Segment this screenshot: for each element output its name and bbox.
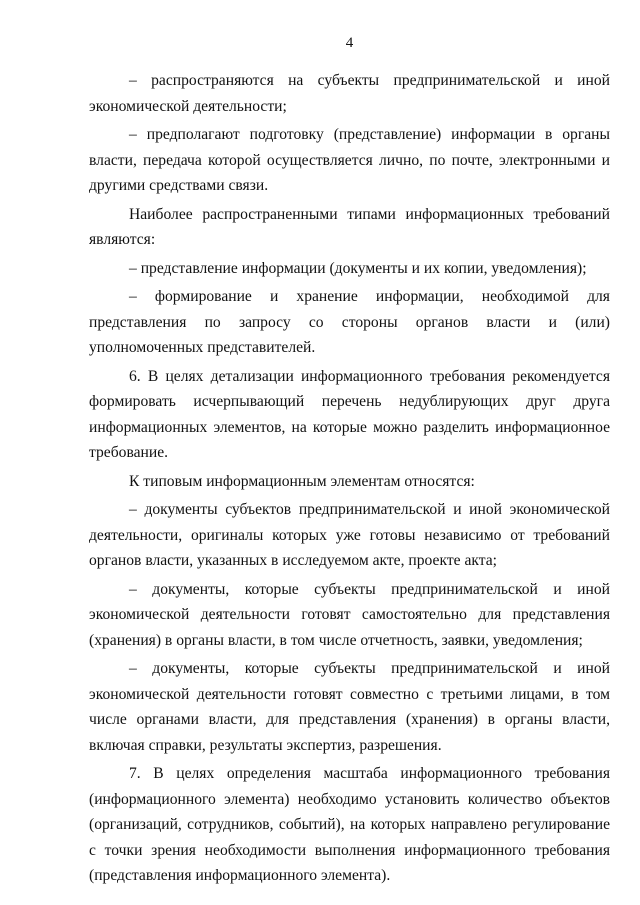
paragraph-4: – представление информации (документы и их копии, уведомления);: [129, 259, 587, 277]
paragraph-10: – документы, которые субъекты предпринимательской и иной экономической деятельности готовят совместно с третьими лицами, в том числе органами власти, для представления (хранения) в органы власти, включая справки, результаты экспертиз, разрешения.: [89, 660, 610, 754]
paragraph-1: – распространяются на субъекты предпринимательской и иной экономической деятельности;: [89, 72, 610, 115]
paragraph-7: К типовым информационным элементам относятся:: [129, 472, 475, 490]
paragraph-9: – документы, которые субъекты предпринимательской и иной экономической деятельности готовят самостоятельно для представления (хранения) в органы власти, в том числе отчетность, заявки, уведомления;: [89, 580, 610, 649]
paragraph-8: – документы субъектов предпринимательской и иной экономической деятельности, оригиналы которых уже готовы независимо от требований органов власти, указанных в исследуемом акте, проекте акта;: [89, 501, 610, 569]
paragraph-6: 6. В целях детализации информационного требования рекомендуется формировать исчерпывающий перечень недублирующих друг друга информационных элементов, на которые можно разделить информационное требование.: [89, 367, 610, 461]
paragraph-3: Наиболее распространенными типами информационных требований являются:: [89, 205, 610, 248]
paragraph-11: 7. В целях определения масштаба информационного требования (информационного элемента) необходимо установить количество объектов (организаций, сотрудников, событий), на которых направлено регулирование с точки зрения необходимости выполнения информационного требования (представления информационного элемента).: [89, 765, 610, 884]
paragraph-2: – предполагают подготовку (представление) информации в органы власти, передача которой осуществляется лично, по почте, электронными и другими средствами связи.: [89, 126, 610, 194]
page-number: 4: [345, 35, 354, 51]
paragraph-5: – формирование и хранение информации, необходимой для представления по запросу со стороны органов власти и (или) уполномоченных представителей.: [89, 288, 610, 356]
